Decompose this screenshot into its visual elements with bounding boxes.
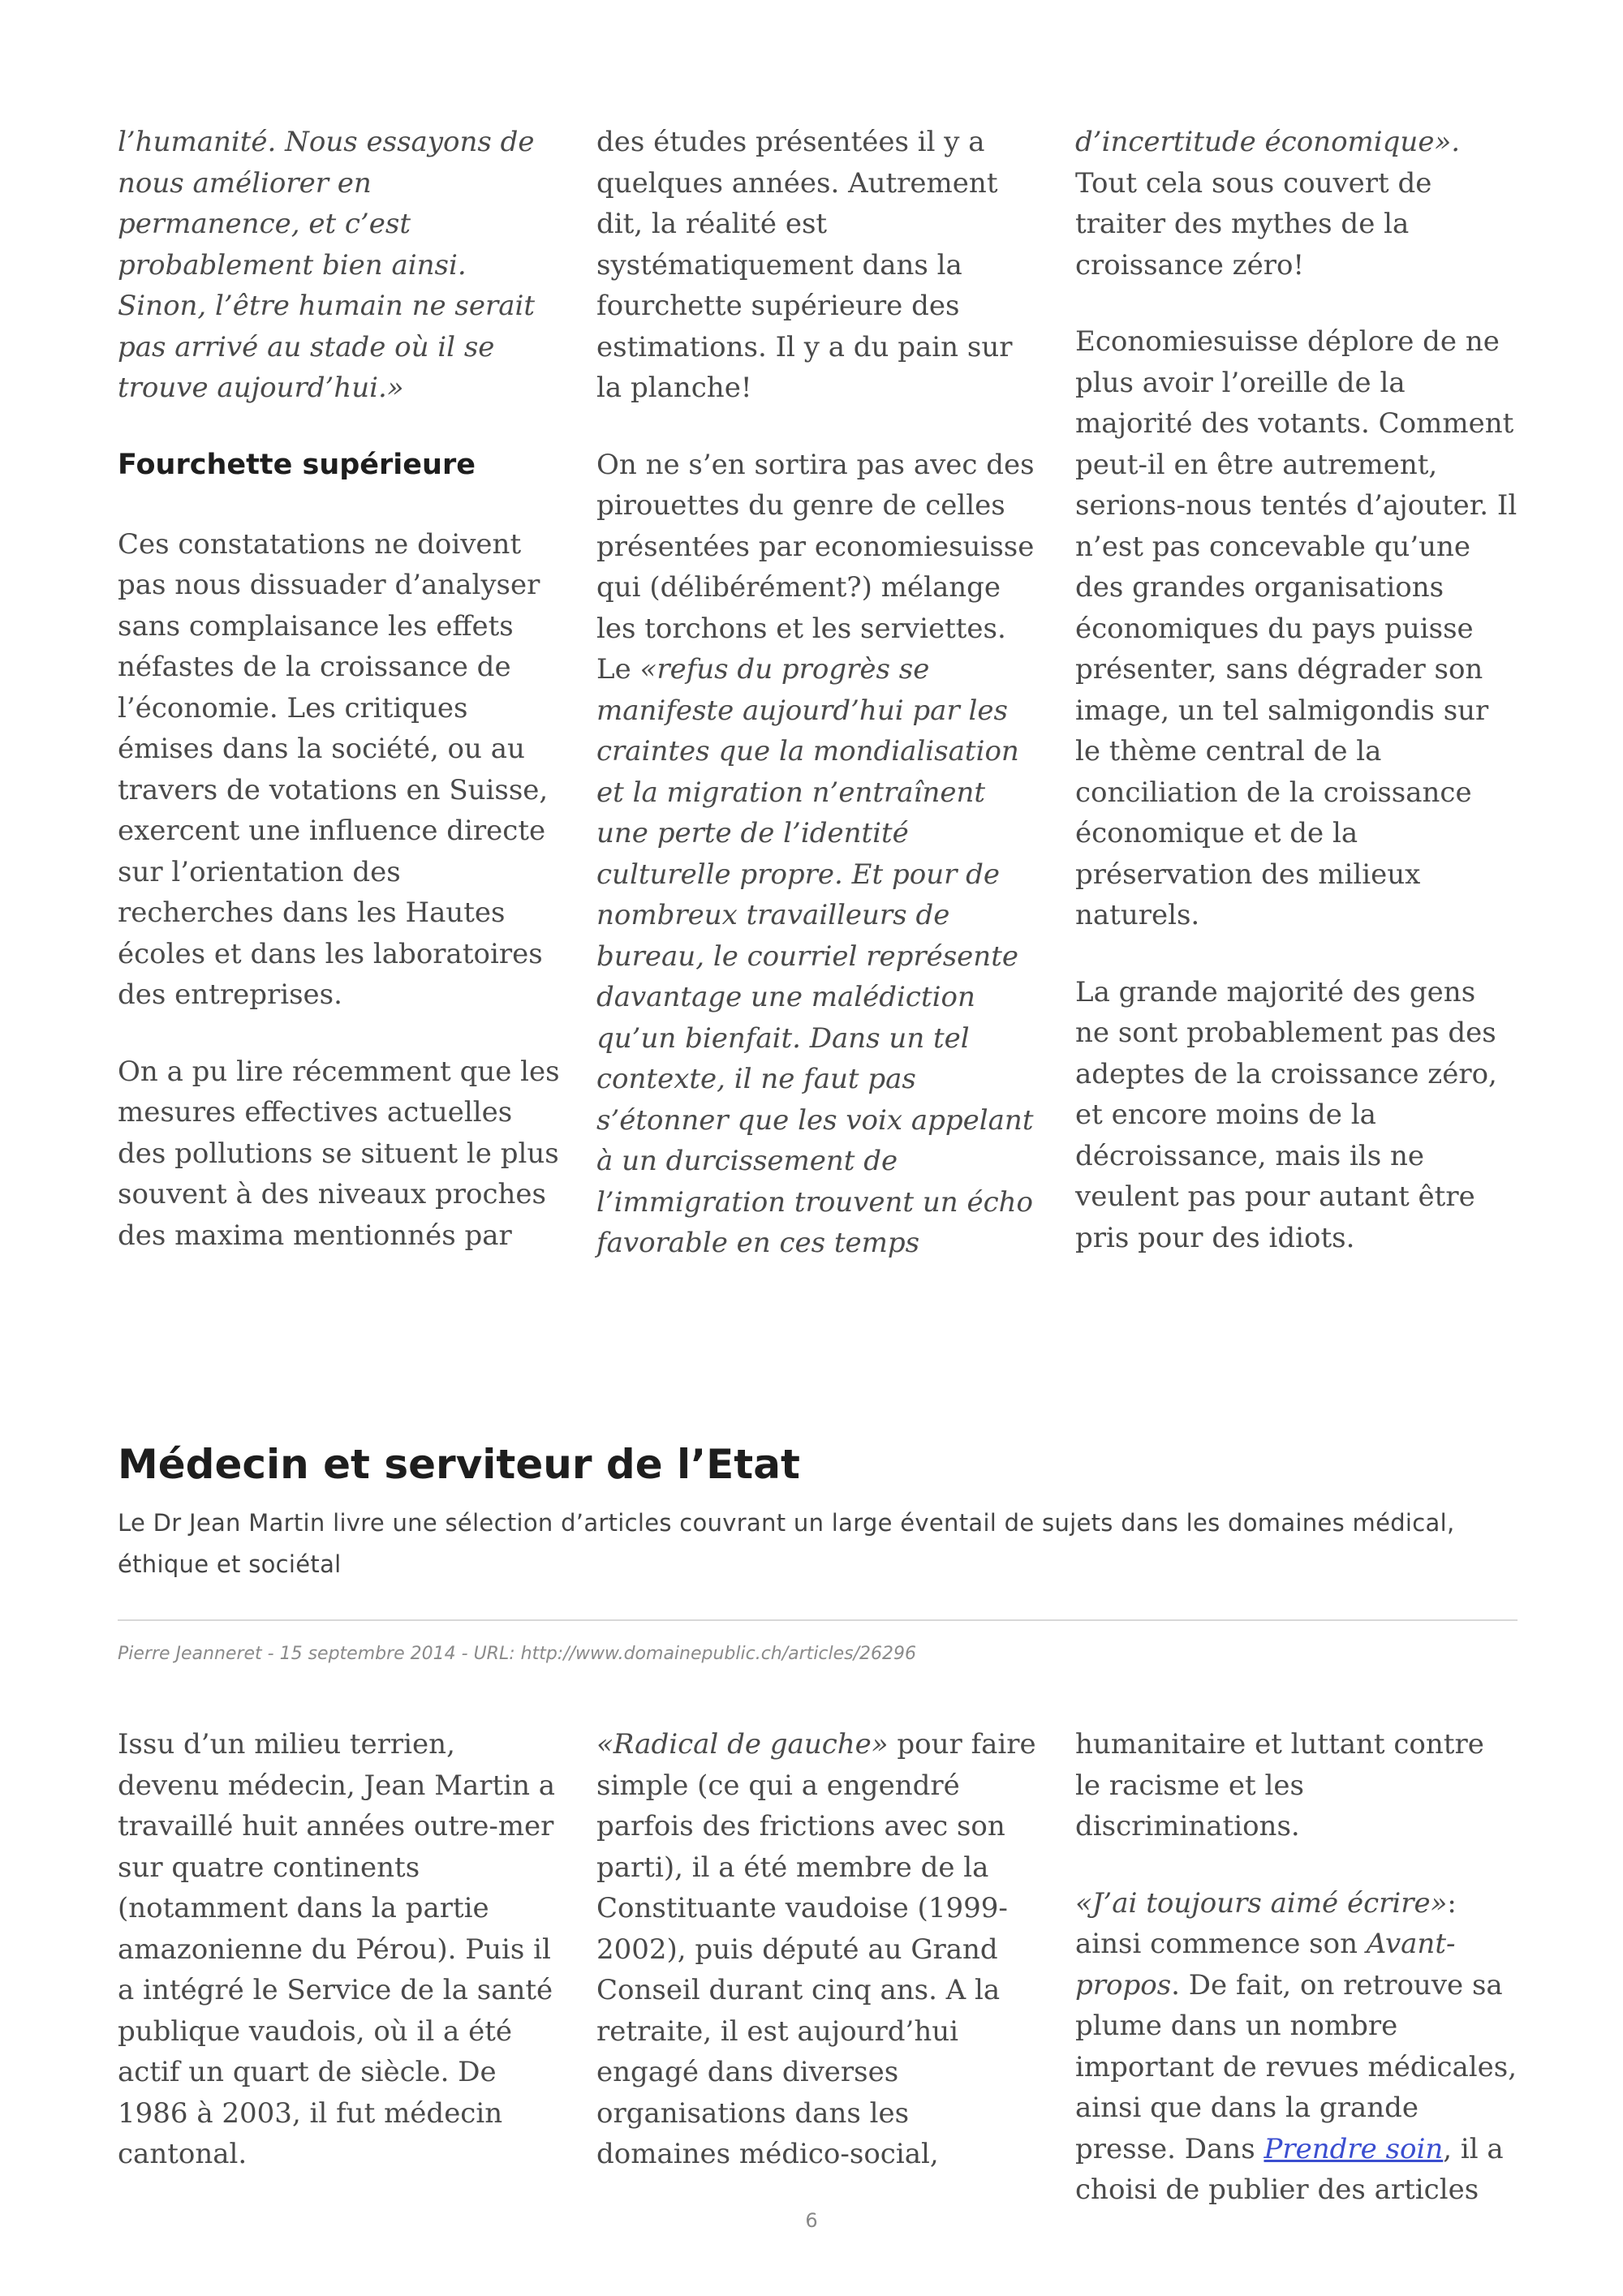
paragraph bbox=[596, 1724, 1039, 2175]
bottom-columns bbox=[118, 1724, 1518, 2211]
paragraph-text: : ainsi commence son bbox=[1075, 1886, 1457, 1960]
paragraph: Economiesuisse déplore de ne plus avoir l’oreille de la majorité des votants. Comment peut-il en être autrement, serions-nous tentés d’ajouter. Il n’est pas concevable qu’une des grandes organisations économiques du pays puisse présenter, sans dégrader son image, un tel salmigondis sur le thème central de la conciliation de la croissance économique et de la préservation des milieux naturels. bbox=[1075, 325, 1518, 931]
paragraph-text: Tout cela sous couvert de traiter des mythes de la croissance zéro! bbox=[1075, 166, 1432, 282]
bottom-column-2 bbox=[596, 1724, 1039, 2211]
article-byline: Pierre Jeanneret - 15 septembre 2014 - URL: http://www.domainepublic.ch/articles/26296 bbox=[118, 1644, 917, 1664]
paragraph: des études présentées il y a quelques années. Autrement dit, la réalité est systématiquement dans la fourchette supérieure des estimations. Il y a du pain sur la planche! bbox=[596, 126, 1013, 404]
paragraph: humanitaire et luttant contre le racisme et les discriminations. bbox=[1075, 1728, 1484, 1842]
top-column-2 bbox=[596, 122, 1039, 1264]
paragraph-text: . De fait, on retrouve sa plume dans un nombre important de revues médicales, ainsi que dans la grande presse. Dans bbox=[1075, 1968, 1518, 2165]
paragraph: La grande majorité des gens ne sont probablement pas des adeptes de la croissance zéro, et encore moins de la décroissance, mais ils ne veulent pas pour autant être pris pour des idiots. bbox=[1075, 975, 1497, 1254]
bottom-column-1 bbox=[118, 1724, 560, 2211]
prendre-soin-link[interactable]: Prendre soin bbox=[1264, 2132, 1444, 2165]
paragraph: Issu d’un milieu terrien, devenu médecin, Jean Martin a travaillé huit années outre-mer sur quatre continents (notamment dans la partie amazonienne du Pérou). Puis il a intégré le Service de la santé publique vaudois, où il a été actif un quart de siècle. De 1986 à 2003, il fut médecin cantonal. bbox=[118, 1728, 556, 2170]
paragraph bbox=[1075, 122, 1518, 286]
quotation: «Radical de gauche» bbox=[596, 1728, 889, 1761]
page-number: 6 bbox=[805, 2209, 818, 2232]
top-column-3 bbox=[1075, 122, 1518, 1264]
article-lede: Le Dr Jean Martin livre une sélection d’articles couvrant un large éventail de sujets dans les domaines médical, éthique et sociétal bbox=[118, 1509, 1455, 1578]
bottom-column-3 bbox=[1075, 1724, 1518, 2211]
section-subheading: Fourchette supérieure bbox=[118, 448, 476, 481]
top-columns bbox=[118, 122, 1518, 1264]
divider bbox=[118, 1619, 1518, 1621]
quotation: d’incertitude économique». bbox=[1075, 126, 1461, 158]
article-title: Médecin et serviteur de l’Etat bbox=[118, 1441, 800, 1488]
quotation: «J’ai toujours aimé écrire» bbox=[1075, 1886, 1448, 1920]
quote-continuation: l’humanité. Nous essayons de nous améliorer en permanence, et c’est probablement bien ainsi. Sinon, l’être humain ne serait pas arrivé au stade où il se trouve aujourd’hui.» bbox=[118, 126, 536, 404]
quotation: «refus du progrès se manifeste aujourd’hui par les craintes que la mondialisation et la migration n’entraînent une perte de l’identité culturelle propre. Et pour de nombreux travailleurs de bureau, le courriel représente davantage une malédiction qu’un bienfait. Dans un tel contexte, il ne faut pas s’étonner que les voix appelant à un durcissement de l’immigration trouvent un écho favorable en ces temps bbox=[596, 653, 1034, 1259]
top-column-1 bbox=[118, 122, 560, 1264]
paragraph-text: On ne s’en sortira pas avec des pirouettes du genre de celles présentées par economiesuisse qui (délibérément?) mélange les torchons et les serviettes. Le bbox=[596, 448, 1035, 686]
paragraph bbox=[596, 445, 1039, 1264]
paragraph-text: , il a choisi de publier des articles bbox=[1075, 2132, 1504, 2206]
paragraph bbox=[1075, 1883, 1518, 2211]
paragraph-text: pour faire simple (ce qui a engendré parfois des frictions avec son parti), il a été membre de la Constituante vaudoise (1999-2002), puis député au Grand Conseil durant cinq ans. A la retraite, il est aujourd’hui engagé dans diverses organisations dans les domaines médico-social, bbox=[596, 1728, 1036, 2170]
paragraph: On a pu lire récemment que les mesures effectives actuelles des pollutions se situent le plus souvent à des niveaux proches des maxima mentionnés par bbox=[118, 1055, 560, 1252]
paragraph: Ces constatations ne doivent pas nous dissuader d’analyser sans complaisance les effets néfastes de la croissance de l’économie. Les critiques émises dans la société, ou au travers de votations en Suisse, exercent une influence directe sur l’orientation des recherches dans les Hautes écoles et dans les laboratoires des entreprises. bbox=[118, 527, 549, 1011]
book-section-title: Avant-propos bbox=[1075, 1928, 1456, 2001]
